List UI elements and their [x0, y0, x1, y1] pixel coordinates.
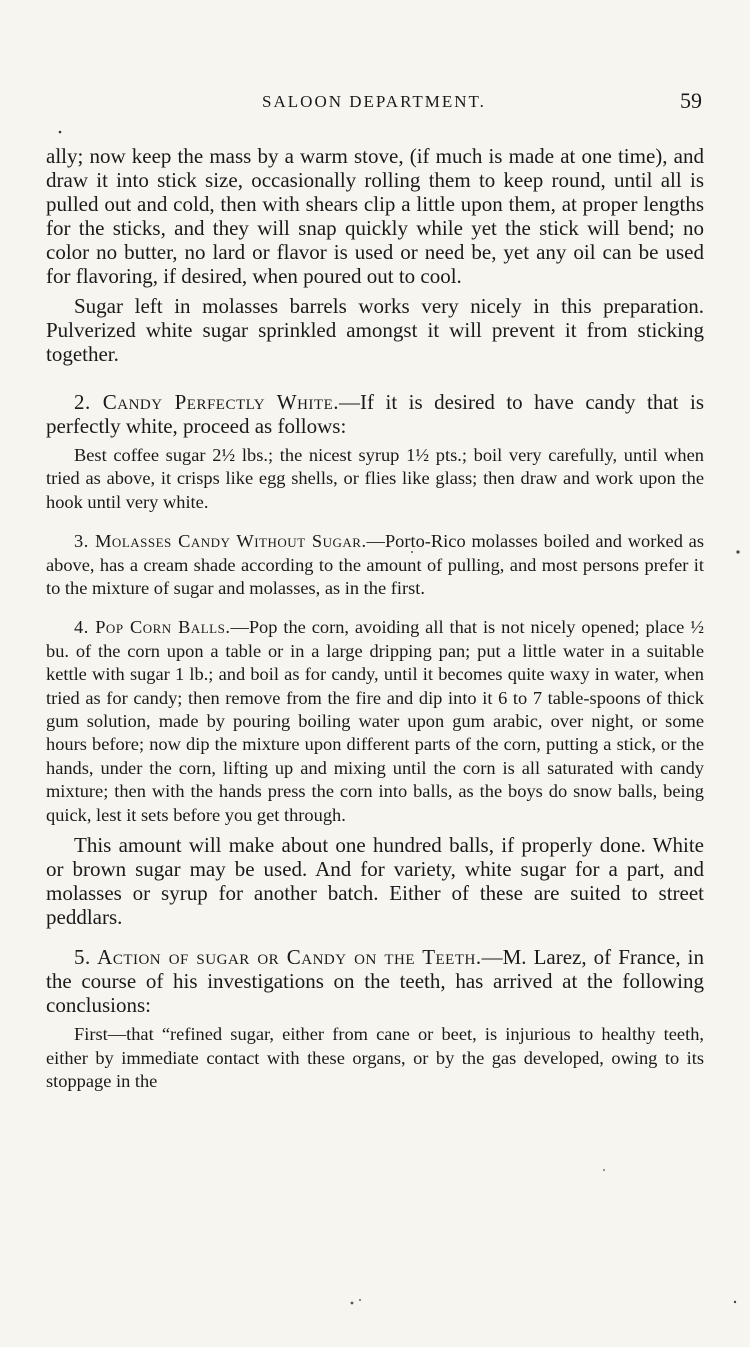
section-heading-5: 5. Action of sugar or Candy on the Teeth. — [74, 945, 482, 970]
section-text-2: —If it is desired to have candy that is perfectly white, proceed as follows: — [46, 390, 704, 438]
section-molasses-candy — [46, 530, 704, 600]
section-text-4: —Pop the corn, avoiding all that is not nicely opened; place ½ bu. of the corn upon a table or in a large dripping pan; put a little water in a suitable kettle with sugar 1 lb.; and boil as for candy, until it becomes quite waxy in water, when tried as for candy; then remove from the fire and dip into it 6 to 7 table-spoons of thick gum solution, made by pouring boiling water upon gum arabic, over night, or some hours before; now dip the mixture upon different parts of the corn, putting a stick, or the hands, under the corn, lifting up and mixing until the corn is all saturated with candy mixture; then with the hands press the corn into balls, as the boys do snow balls, being quick, lest it sets before you get through. — [46, 617, 704, 825]
paragraph-molasses-barrels: Sugar left in molasses barrels works very nicely in this preparation. Pulverized white sugar sprinkled amongst it will prevent it from sticking together. — [46, 294, 704, 366]
running-head-title: SALOON DEPARTMENT. — [262, 92, 486, 111]
page-body — [46, 144, 704, 1093]
section-pop-corn-balls — [46, 616, 704, 827]
section-action-on-teeth — [46, 945, 704, 1017]
paragraph-first-conclusion: First—that “refined sugar, either from cane or beet, is injurious to healthy teeth, either by immediate contact with these organs, or by the gas developed, owing to its stoppage in the — [46, 1024, 704, 1091]
running-header — [46, 88, 702, 122]
paragraph-pop-corn-yield: This amount will make about one hundred balls, if properly done. White or brown sugar may be used. And for variety, white sugar for a part, and molasses or syrup for another batch. Either of these are suited to street peddlars. — [46, 833, 704, 930]
recipe-candy-perfectly-white: Best coffee sugar 2½ lbs.; the nicest syrup 1½ pts.; boil very carefully, until when tried as above, it crisps like egg shells, or flies like glass; then draw and work upon the hook until very white. — [46, 445, 704, 512]
section-text-5: —M. Larez, of France, in the course of his investigations on the teeth, has arrived at the following conclusions: — [46, 945, 704, 1018]
page-number: 59 — [680, 88, 702, 113]
continued-paragraph: ally; now keep the mass by a warm stove, (if much is made at one time), and draw it into stick size, occasionally rolling them to keep round, until all is pulled out and cold, then with shears clip a little upon them, at proper lengths for the sticks, and they will snap quickly while yet the stick will bend; no color no butter, no lard or flavor is used or need be, yet any oil can be used for flavoring, if desired, when poured out to cool. — [46, 144, 704, 288]
section-text-3: —Porto-Rico molasses boiled and worked as above, has a cream shade according to the amount of pulling, and most persons prefer it to the mixture of sugar and molasses, as in the first. — [46, 531, 704, 599]
section-heading-4: 4. Pop Corn Balls. — [74, 617, 231, 638]
section-candy-perfectly-white — [46, 390, 704, 438]
section-heading-2: 2. Candy Perfectly White. — [74, 390, 339, 414]
section-heading-3: 3. Molasses Candy Without Sugar. — [74, 531, 367, 552]
